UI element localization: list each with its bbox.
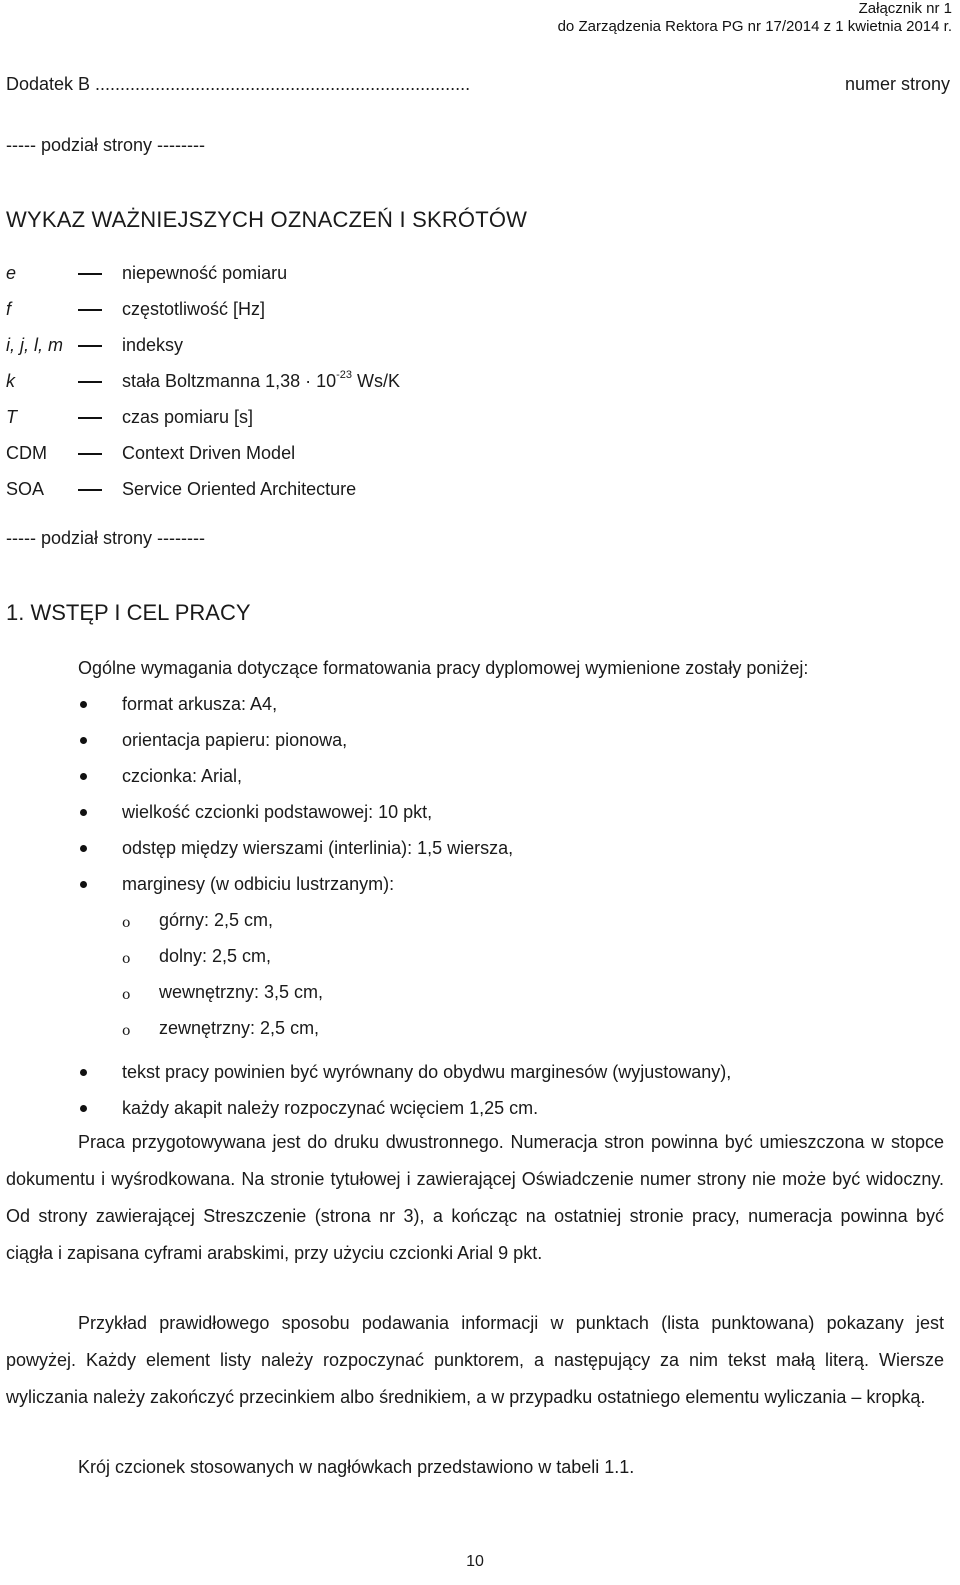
- symbol: k: [6, 371, 15, 391]
- list-item: wielkość czcionki podstawowej: 10 pkt,: [122, 802, 433, 822]
- list-item: marginesy (w odbiciu lustrzanym):: [122, 874, 395, 894]
- dash-separator: [78, 489, 102, 491]
- body-paragraph: Praca przygotowywana jest do druku dwustronnego. Numeracja stron powinna być umieszczona w stopce dokumentu i wyśrodkowana. Na stronie tytułowej i zawierającej Oświadczenie numer strony nie może być widoczny. Od strony zawierającej Streszczenie (strona nr 3), a kończąc na ostatniej stronie pracy, numeracja powinna być ciągła i zapisana cyframi arabskimi, przy użyciu czcionki Arial 9 pkt.: [6, 1132, 944, 1263]
- body-paragraph: Przykład prawidłowego sposobu podawania informacji w punktach (lista punktowana) pokazany jest powyżej. Każdy element listy należy rozpoczynać punktorem, a następujący za nim tekst małą literą. Wiersze wyliczania należy zakończyć przecinkiem albo średnikiem, a w przypadku ostatniego elementu wyliczania – kropką.: [6, 1313, 944, 1407]
- list-item: orientacja papieru: pionowa,: [122, 730, 348, 750]
- bullet-icon: [80, 1105, 87, 1112]
- list-item: odstęp między wierszami (interlinia): 1,5 wiersza,: [122, 838, 514, 858]
- bullet-icon: [80, 1069, 87, 1076]
- sublist-item: górny: 2,5 cm,: [159, 910, 274, 930]
- bullet-icon: [80, 737, 87, 744]
- page-break-marker: ----- podział strony --------: [6, 528, 205, 548]
- dash-separator: [78, 417, 102, 419]
- appendix-page-number: numer strony: [844, 74, 950, 94]
- symbol: i, j, l, m: [6, 335, 63, 355]
- symbol-description: stała Boltzmanna $1,38 \cdot 10^{-23}$ Ws/K: [122, 369, 401, 391]
- circle-bullet-icon: o: [122, 951, 131, 967]
- symbol-description: Service Oriented Architecture: [122, 479, 357, 499]
- dash-separator: [78, 309, 102, 311]
- dash-separator: [78, 381, 102, 383]
- symbol-description: częstotliwość [Hz]: [122, 299, 266, 319]
- regulation-reference: do Zarządzenia Rektora PG nr 17/2014 z 1 kwietnia 2014 r.: [557, 18, 952, 35]
- list-item: czcionka: Arial,: [122, 766, 243, 786]
- list-item: każdy akapit należy rozpoczynać wcięciem 1,25 cm.: [122, 1098, 539, 1118]
- appendix-entry: Dodatek B ...........................................................................: [6, 74, 471, 94]
- circle-bullet-icon: o: [122, 1023, 131, 1039]
- sublist-item: dolny: 2,5 cm,: [159, 946, 272, 966]
- attachment-label: Załącznik nr 1: [858, 0, 952, 17]
- symbol-description: niepewność pomiaru: [122, 263, 288, 283]
- bullet-icon: [80, 809, 87, 816]
- body-paragraph: Krój czcionek stosowanych w nagłówkach przedstawiono w tabeli 1.1.: [78, 1457, 635, 1477]
- list-item: tekst pracy powinien być wyrównany do obydwu marginesów (wyjustowany),: [122, 1062, 732, 1082]
- page-number: 10: [466, 1553, 484, 1570]
- symbol: f: [6, 299, 12, 319]
- sublist-item: wewnętrzny: 3,5 cm,: [159, 982, 324, 1002]
- circle-bullet-icon: o: [122, 915, 131, 931]
- bullet-icon: [80, 773, 87, 780]
- symbol-description: indeksy: [122, 335, 184, 355]
- page-break-marker: ----- podział strony --------: [6, 135, 205, 155]
- symbol-description: Context Driven Model: [122, 443, 296, 463]
- section-heading: 1. WSTĘP I CEL PRACY: [6, 600, 251, 625]
- symbol: T: [6, 407, 17, 427]
- bullet-icon: [80, 881, 87, 888]
- symbol: SOA: [6, 479, 45, 499]
- circle-bullet-icon: o: [122, 987, 131, 1003]
- symbol: CDM: [6, 443, 47, 463]
- dash-separator: [78, 453, 102, 455]
- list-item: format arkusza: A4,: [122, 694, 278, 714]
- symbol-description: czas pomiaru [s]: [122, 407, 254, 427]
- symbol: e: [6, 263, 17, 283]
- sublist-item: zewnętrzny: 2,5 cm,: [159, 1018, 320, 1038]
- bullet-icon: [80, 701, 87, 708]
- symbols-section-title: WYKAZ WAŻNIEJSZYCH OZNACZEŃ I SKRÓTÓW: [6, 207, 528, 232]
- dash-separator: [78, 345, 102, 347]
- intro-text: Ogólne wymagania dotyczące formatowania pracy dyplomowej wymienione zostały poniżej:: [78, 658, 809, 678]
- dash-separator: [78, 273, 102, 275]
- bullet-icon: [80, 845, 87, 852]
